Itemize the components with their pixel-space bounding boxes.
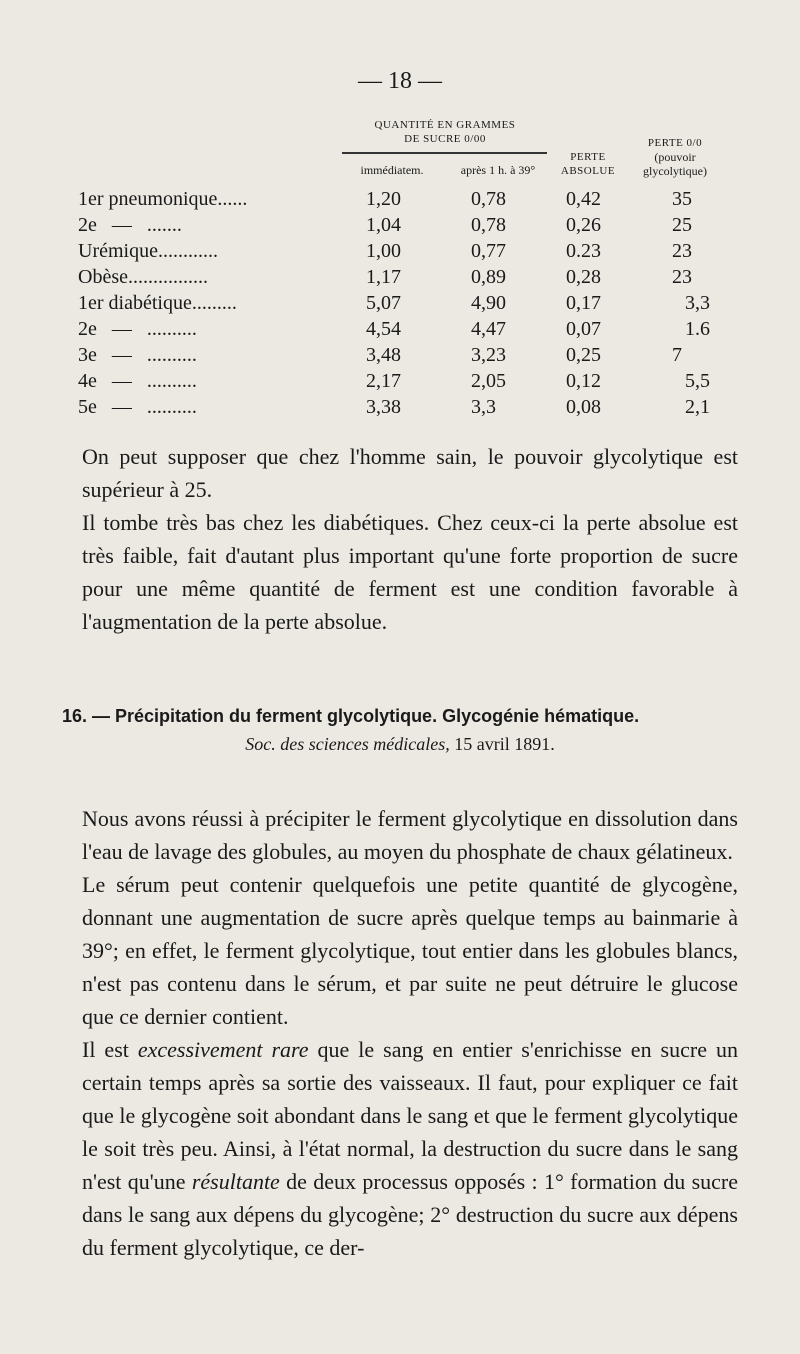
row-label: Obèse................: [78, 266, 208, 288]
cell-loss: 0,12: [566, 370, 601, 392]
cell-loss: 0,28: [566, 266, 601, 288]
header-rule: [342, 152, 547, 154]
cell-loss: 0,07: [566, 318, 601, 340]
table-row: [0, 212, 800, 238]
cell-immediate: 1,17: [366, 266, 401, 288]
row-label: 2e — ..........: [78, 318, 197, 340]
table-row: [0, 368, 800, 394]
group-header-line2: DE SUCRE 0/00: [404, 133, 486, 145]
cell-percent: 25: [672, 214, 692, 236]
row-label: 5e — ..........: [78, 396, 197, 418]
cell-percent: 7: [672, 344, 682, 366]
row-label: 1er pneumonique......: [78, 188, 248, 210]
row-label: Urémique............: [78, 240, 218, 262]
cell-loss: 0,25: [566, 344, 601, 366]
table-row: [0, 290, 800, 316]
cell-after: 4,47: [471, 318, 506, 340]
cell-percent: 5,5: [685, 370, 710, 392]
col-header-loss-1: PERTE: [570, 151, 606, 163]
table-row: [0, 238, 800, 264]
cell-immediate: 2,17: [366, 370, 401, 392]
row-label: 4e — ..........: [78, 370, 197, 392]
col-header-after: après 1 h. à 39°: [460, 163, 536, 177]
cell-percent: 23: [672, 240, 692, 262]
emphasis: résultante: [191, 1169, 280, 1194]
cell-after: 4,90: [471, 292, 506, 314]
body-text-2: [82, 802, 738, 1264]
cell-immediate: 3,48: [366, 344, 401, 366]
cell-after: 0,89: [471, 266, 506, 288]
table-row: [0, 316, 800, 342]
cell-percent: 3,3: [685, 292, 710, 314]
cell-immediate: 4,54: [366, 318, 401, 340]
cell-percent: 35: [672, 188, 692, 210]
col-header-immediate: immédiatem.: [360, 163, 424, 177]
row-label: 3e — ..........: [78, 344, 197, 366]
row-label: 2e — .......: [78, 214, 182, 236]
paragraph: Il tombe très bas chez les diabétiques. Chez ceux-ci la perte absolue est très faible, fait d'autant plus important qu'une forte proportion de sucre pour une même quantité de ferment est une condition favorable à l'augmentation de la perte absolue.: [82, 510, 738, 634]
section-source: Soc. des sciences médicales,: [245, 734, 450, 754]
section-heading: 16. — Précipitation du ferment glycolytique. Glycogénie hématique.: [62, 706, 640, 726]
cell-after: 3,3: [471, 396, 496, 418]
cell-percent: 1.6: [685, 318, 710, 340]
cell-after: 0,78: [471, 214, 506, 236]
cell-loss: 0,08: [566, 396, 601, 418]
cell-immediate: 5,07: [366, 292, 401, 314]
group-header-line1: QUANTITÉ EN GRAMMES: [374, 119, 516, 131]
cell-loss: 0,26: [566, 214, 601, 236]
cell-percent: 23: [672, 266, 692, 288]
cell-immediate: 3,38: [366, 396, 401, 418]
cell-after: 0,77: [471, 240, 506, 262]
table-row: [0, 342, 800, 368]
cell-after: 3,23: [471, 344, 506, 366]
cell-loss: 0.23: [566, 240, 601, 262]
table-row: [0, 264, 800, 290]
body-text-1: [82, 440, 738, 638]
cell-after: 2,05: [471, 370, 506, 392]
text-run: Il est: [82, 1037, 138, 1062]
cell-immediate: 1,00: [366, 240, 401, 262]
cell-loss: 0,17: [566, 292, 601, 314]
cell-loss: 0,42: [566, 188, 601, 210]
cell-immediate: 1,20: [366, 188, 401, 210]
table-row: [0, 186, 800, 212]
row-label: 1er diabétique.........: [78, 292, 237, 314]
cell-percent: 2,1: [685, 396, 710, 418]
cell-after: 0,78: [471, 188, 506, 210]
text-run: de deux processus opposés : 1° formation du sucre dans le sang aux dépens du glycogène; 2° destruction du sucre aux dépens du ferment glycolytique, ce der-: [82, 1169, 738, 1260]
page-number: — 18 —: [358, 68, 442, 94]
text-run: que le sang en entier s'enrichisse en sucre un certain temps après sa sortie des vaisseaux. Il faut, pour expliquer ce fait que le glycogène soit abondant dans le sang et que le ferment glycolytique le soit très peu. Ainsi, à l'état normal, la destruction du sucre dans le sang n'est qu'une: [82, 1037, 738, 1194]
col-header-loss-2: ABSOLUE: [560, 165, 616, 177]
paragraph: Le sérum peut contenir quelquefois une petite quantité de glycogène, donnant une augmentation de sucre après quelque temps au bainmarie à 39°; en effet, le ferment glycolytique, tout entier dans les globules blancs, n'est pas contenu dans le sérum, et par suite ne peut détruire le glucose que ce dernier contient.: [82, 872, 738, 1029]
paragraph: On peut supposer que chez l'homme sain, le pouvoir glycolytique est supérieur à 25.: [82, 444, 738, 502]
emphasis: excessivement rare: [137, 1037, 309, 1062]
col-header-percent-1: PERTE 0/0: [647, 137, 703, 149]
section-source-line: [0, 734, 800, 755]
data-table: [0, 0, 800, 440]
col-header-percent-2: (pouvoir: [654, 150, 696, 164]
paragraph: [82, 1033, 738, 1264]
section-date: 15 avril 1891.: [454, 734, 555, 754]
cell-immediate: 1,04: [366, 214, 401, 236]
table-row: [0, 394, 800, 420]
paragraph: Nous avons réussi à précipiter le ferment glycolytique en dissolution dans l'eau de lavage des globules, au moyen du phosphate de chaux gélatineux.: [82, 806, 738, 864]
col-header-percent-3: glycolytique): [643, 164, 707, 178]
